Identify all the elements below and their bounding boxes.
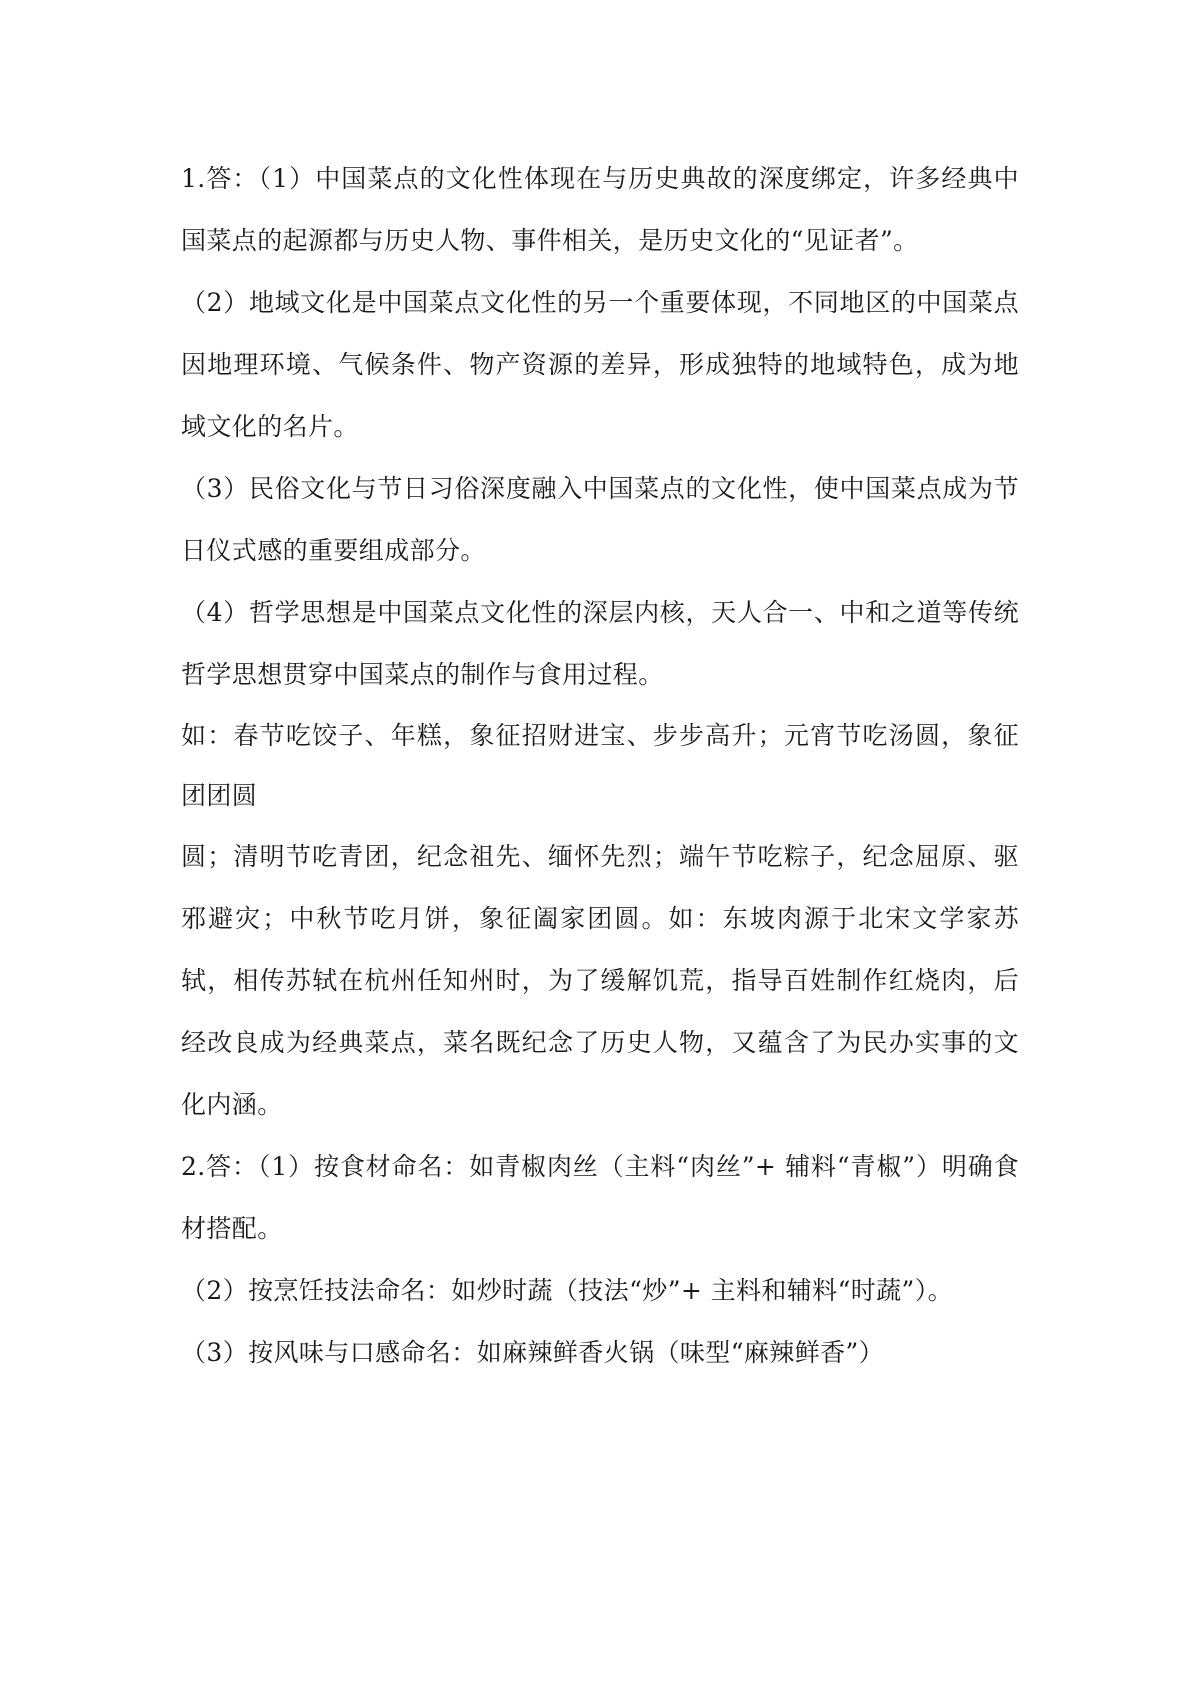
- answer-1-point-4: （4）哲学思想是中国菜点文化性的深层内核，天人合一、中和之道等传统哲学思想贯穿中国菜点的制作与食用过程。: [181, 598, 1019, 689]
- answer-1-point-2: （2）地域文化是中国菜点文化性的另一个重要体现，不同地区的中国菜点因地理环境、气候条件、物产资源的差异，形成独特的地域特色，成为地域文化的名片。: [181, 288, 1019, 441]
- answer-2-point-2: （2）按烹饪技法命名：如炒时蔬（技法“炒”+ 主料和辅料“时蔬”）。: [181, 1276, 954, 1305]
- document-body: [181, 148, 1019, 1384]
- answer-1-point-3: （3）民俗文化与节日习俗深度融入中国菜点的文化性，使中国菜点成为节日仪式感的重要组成部分。: [181, 474, 1019, 565]
- answer-2-point-1: 2.答：（1）按食材命名：如青椒肉丝（主料“肉丝”+ 辅料“青椒”）明确食材搭配。: [181, 1152, 1019, 1243]
- example-festivals: 如：春节吃饺子、年糕，象征招财进宝、步步高升；元宵节吃汤圆，象征团团圆: [181, 721, 1019, 810]
- example-continued: 圆；清明节吃青团，纪念祖先、缅怀先烈；端午节吃粽子，纪念屈原、驱邪避灾；中秋节吃月饼，象征阖家团圆。如：东坡肉源于北宋文学家苏轼，相传苏轼在杭州任知州时，为了缓解饥荒，指导百姓制作红烧肉，后经改良成为经典菜点，菜名既纪念了历史人物，又蕴含了为民办实事的文化内涵。: [181, 842, 1019, 1119]
- answer-1-point-1: 1.答：（1）中国菜点的文化性体现在与历史典故的深度绑定，许多经典中国菜点的起源都与历史人物、事件相关，是历史文化的“见证者”。: [181, 164, 1019, 255]
- answer-2-point-3: （3）按风味与口感命名：如麻辣鲜香火锅（味型“麻辣鲜香”）: [181, 1338, 885, 1367]
